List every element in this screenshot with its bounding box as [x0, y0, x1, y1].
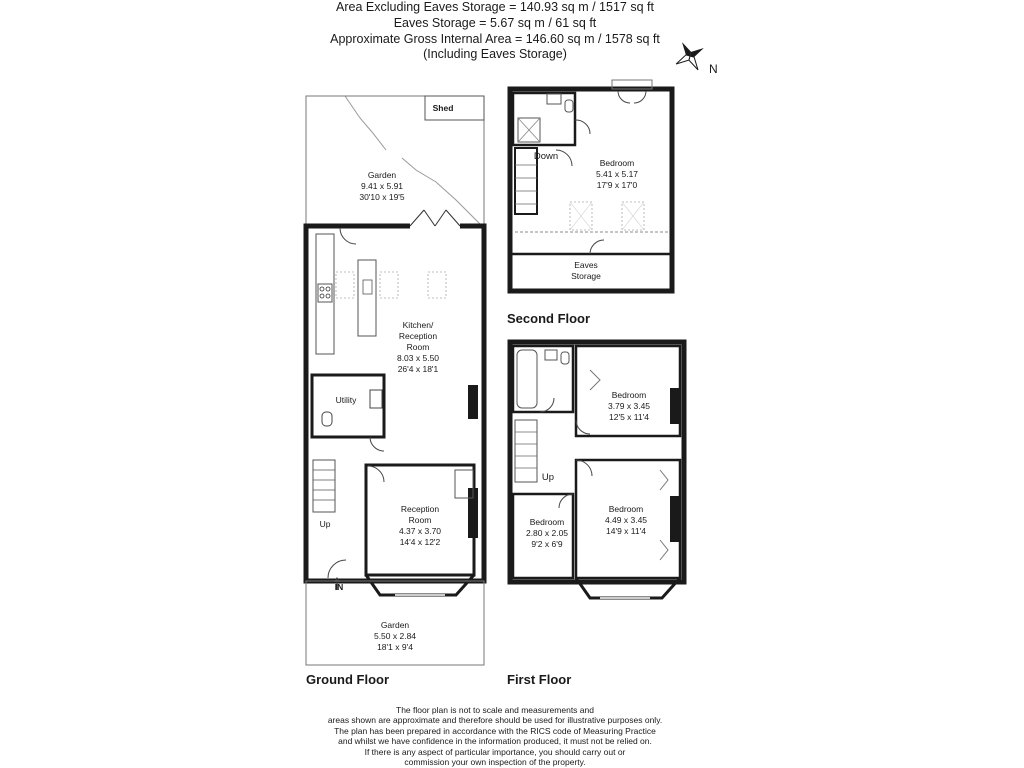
disclaimer-line-1: The floor plan is not to scale and measurements and: [396, 705, 594, 715]
disclaimer-line-2: areas shown are approximate and therefore should be used for illustrative purposes only.: [327, 715, 663, 726]
ground-stairs-label: Up: [319, 519, 331, 529]
reception-imperial: 14'4 x 12'2: [399, 537, 441, 547]
rear-garden-name: Garden: [367, 170, 397, 180]
rear-garden-metric: 9.41 x 5.91: [360, 181, 404, 191]
bedroom-c-imperial: 9'2 x 6'9: [531, 539, 563, 549]
ground-floor-title: Ground Floor: [306, 672, 390, 687]
first-floor-title: First Floor: [507, 672, 572, 687]
disclaimer-line-6: commission your own inspection of the property.: [404, 757, 586, 768]
disclaimer-line-5: If there is any aspect of particular importance, you should carry out or: [364, 746, 626, 757]
utility-label: Utility: [335, 395, 357, 405]
kitchen-name-1: Kitchen/: [402, 320, 434, 330]
eaves-label-1: Eaves: [574, 260, 598, 270]
reception-name-1: Reception: [400, 504, 440, 514]
bedroom-a-name: Bedroom: [611, 390, 647, 400]
kitchen-name-2: Reception: [398, 331, 438, 341]
bedroom-a-imperial: 12'5 x 11'4: [609, 412, 649, 422]
bedroom-c-name: Bedroom: [529, 517, 565, 527]
second-floor-title: Second Floor: [507, 311, 591, 326]
entrance-label: IN: [334, 582, 344, 592]
reception-metric: 4.37 x 3.70: [398, 526, 442, 536]
compass-north-label: N: [709, 62, 718, 76]
disclaimer-line-4: and whilst we have confidence in the information produced, it must not be relied on.: [338, 736, 652, 747]
front-garden-metric: 5.50 x 2.84: [373, 631, 417, 641]
reception-name-2: Room: [408, 515, 432, 525]
second-stairs-label: Down: [533, 151, 559, 162]
disclaimer-line-3: The plan has been prepared in accordance with the RICS code of Measuring Practice: [334, 725, 656, 736]
first-floor-plan: [510, 342, 684, 598]
area-line-3: Approximate Gross Internal Area = 146.60 sq m / 1578 sq ft: [330, 32, 660, 46]
front-garden-imperial: 18'1 x 9'4: [377, 642, 413, 652]
second-bedroom-imperial: 17'9 x 17'0: [596, 180, 638, 190]
area-line-4: (Including Eaves Storage): [423, 47, 567, 61]
bedroom-b-metric: 4.49 x 3.45: [604, 515, 648, 525]
bedroom-b-imperial: 14'9 x 11'4: [606, 526, 646, 536]
area-line-2: Eaves Storage = 5.67 sq m / 61 sq ft: [393, 16, 597, 30]
second-bedroom-metric: 5.41 x 5.17: [595, 169, 639, 179]
bedroom-b-name: Bedroom: [608, 504, 644, 514]
disclaimer: [300, 705, 690, 767]
bedroom-c-metric: 2.80 x 2.05: [525, 528, 569, 538]
bedroom-a-metric: 3.79 x 3.45: [607, 401, 651, 411]
first-stairs-label: Up: [541, 472, 555, 483]
kitchen-imperial: 26'4 x 18'1: [397, 364, 439, 374]
compass-rose-icon: [668, 34, 712, 78]
kitchen-metric: 8.03 x 5.50: [396, 353, 440, 363]
rear-garden-imperial: 30'10 x 19'5: [359, 192, 405, 202]
front-garden-name: Garden: [380, 620, 410, 630]
kitchen-name-3: Room: [406, 342, 430, 352]
area-line-1: Area Excluding Eaves Storage = 140.93 sq m / 1517 sq ft: [336, 0, 654, 14]
eaves-label-2: Storage: [571, 271, 601, 281]
second-bedroom-name: Bedroom: [599, 158, 635, 168]
shed-label: Shed: [432, 103, 454, 113]
